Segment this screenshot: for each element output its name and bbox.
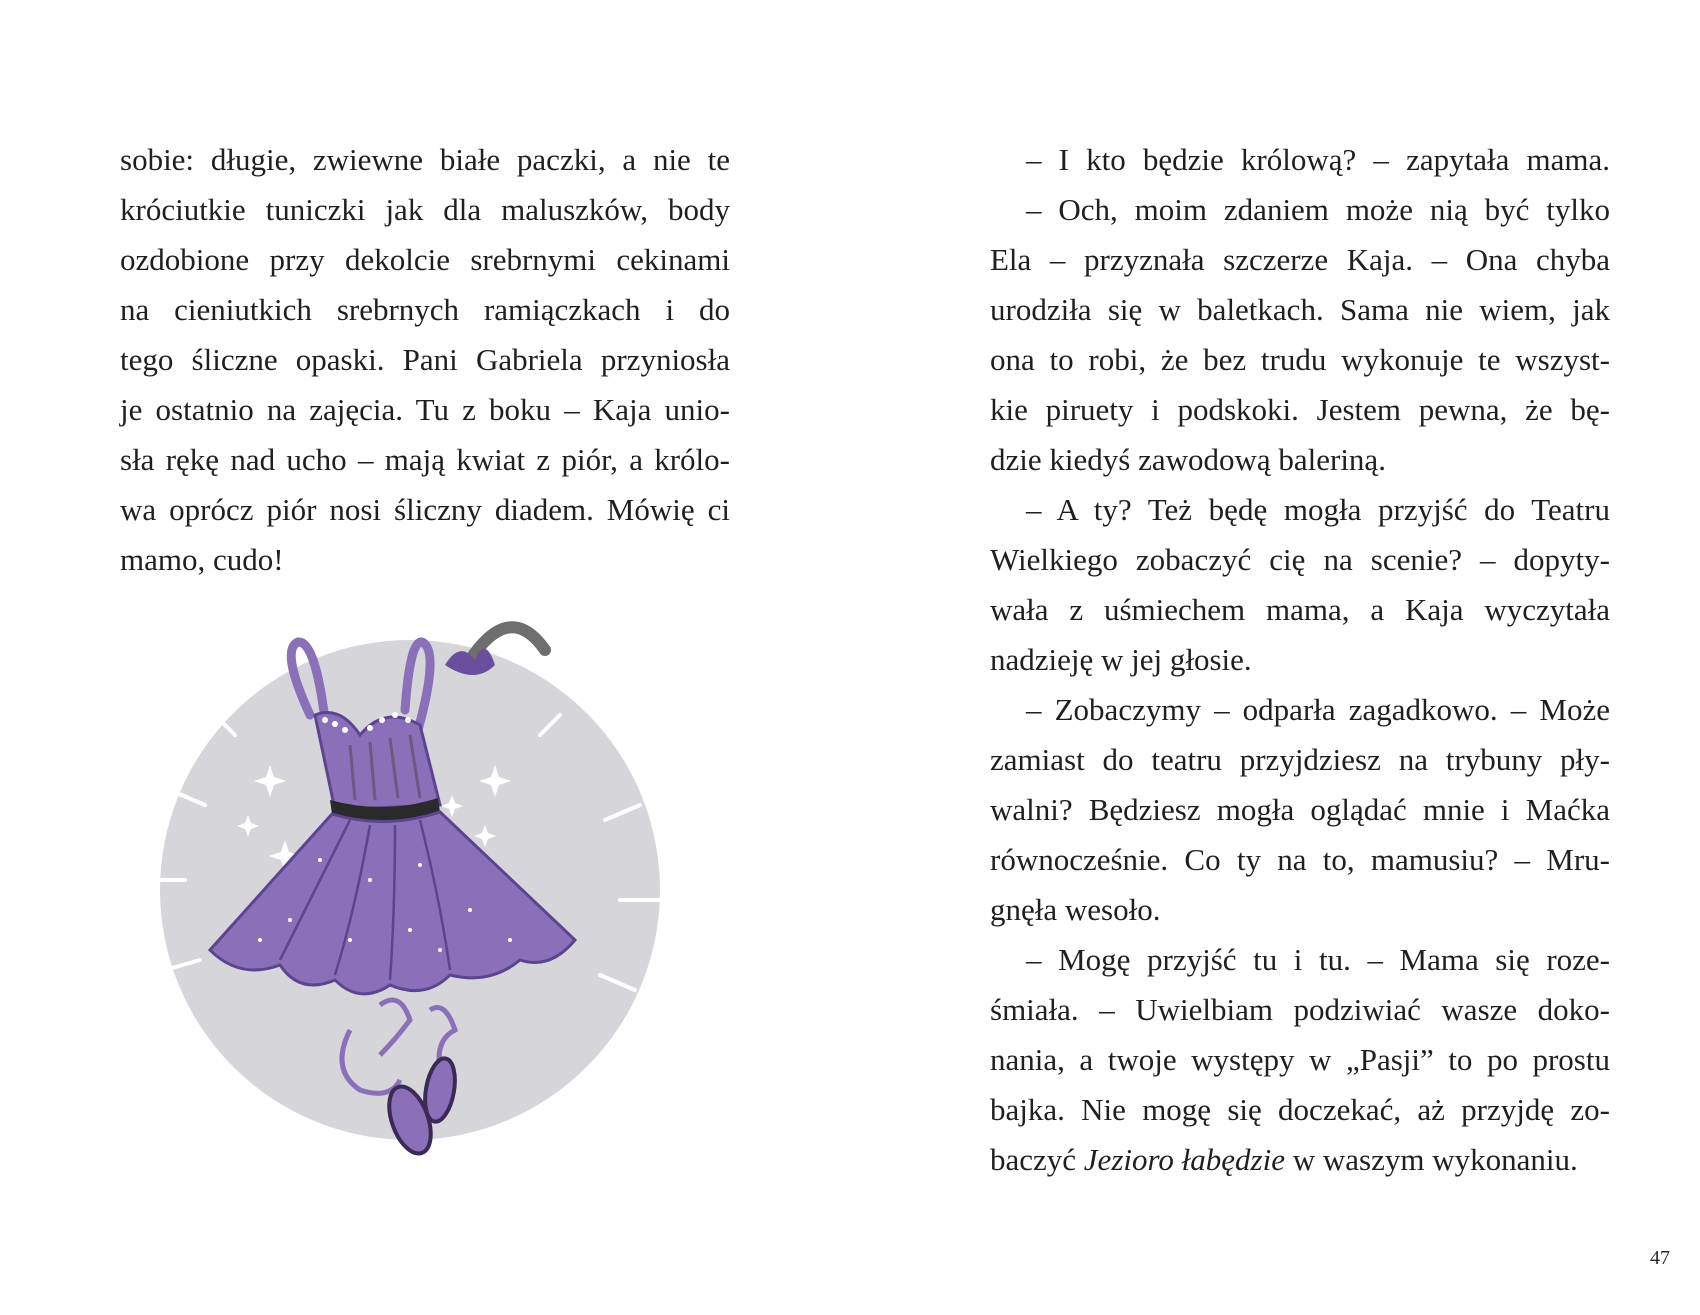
text-line: Ela – przyznała szczerze Kaja. – Ona chyba xyxy=(990,242,1610,277)
text-line: nadzieję w jej głosie. xyxy=(990,642,1252,677)
text-line: na cieniutkich srebrnych ramiączkach i do xyxy=(120,292,730,327)
text-line: bajka. Nie mogę się doczekać, aż przyjdę zo- xyxy=(990,1092,1610,1127)
text-line: Wielkiego zobaczyć cię na scenie? – dopyty- xyxy=(990,542,1610,577)
book-title-italic: Jezioro łabędzie xyxy=(1083,1142,1285,1177)
text-line: walni? Będziesz mogła oglądać mnie i Maćka xyxy=(990,792,1610,827)
page-number: 47 xyxy=(1650,1247,1670,1269)
text-line: wała z uśmiechem mama, a Kaja wyczytała xyxy=(990,592,1610,627)
text-line: mamo, cudo! xyxy=(120,542,284,577)
text-line: urodziła się w baletkach. Sama nie wiem, jak xyxy=(990,292,1610,327)
text-line: gnęła wesoło. xyxy=(990,892,1161,927)
text-line: – Och, moim zdaniem może nią być tylko xyxy=(1026,192,1610,227)
right-page xyxy=(850,0,1700,1315)
left-page-text xyxy=(120,135,730,585)
right-page-text xyxy=(990,135,1610,1185)
final-text-line xyxy=(990,1135,1610,1185)
text-line: zamiast do teatru przyjdziesz na trybuny pły- xyxy=(990,742,1610,777)
text-line: nania, a twoje występy w „Pasji” to po prostu xyxy=(990,1042,1610,1077)
text-line: – Mogę przyjść tu i tu. – Mama się roze- xyxy=(1026,942,1610,977)
text-line: – A ty? Też będę mogła przyjść do Teatru xyxy=(1026,492,1610,527)
text-line: równocześnie. Co ty na to, mamusiu? – Mru- xyxy=(990,842,1610,877)
ballet-dress-illustration xyxy=(120,620,700,1280)
text-line: kie piruety i podskoki. Jestem pewna, że bę- xyxy=(990,392,1610,427)
dress-bodice xyxy=(315,713,440,811)
text-line: śmiała. – Uwielbiam podziwiać wasze doko- xyxy=(990,992,1610,1027)
text-line: – I kto będzie królową? – zapytała mama. xyxy=(1026,142,1610,177)
text-line: sobie: długie, zwiewne białe paczki, a nie te xyxy=(120,142,730,177)
text-line: ozdobione przy dekolcie srebrnymi cekinami xyxy=(120,242,730,277)
text-fragment: w waszym wykonaniu. xyxy=(1284,1142,1578,1177)
text-line: ona to robi, że bez trudu wykonuje te wszyst- xyxy=(990,342,1610,377)
text-line: – Zobaczymy – odparła zagadkowo. – Może xyxy=(1026,692,1610,727)
text-line: króciutkie tuniczki jak dla maluszków, body xyxy=(120,192,730,227)
text-line: dzie kiedyś zawodową baleriną. xyxy=(990,442,1386,477)
text-line: wa oprócz piór nosi śliczny diadem. Mówię ci xyxy=(120,492,730,527)
text-line: tego śliczne opaski. Pani Gabriela przyniosła xyxy=(120,342,730,377)
text-fragment: baczyć xyxy=(990,1142,1084,1177)
text-line: sła rękę nad ucho – mają kwiat z piór, a królo- xyxy=(120,442,730,477)
text-line: je ostatnio na zajęcia. Tu z boku – Kaja unio- xyxy=(120,392,730,427)
